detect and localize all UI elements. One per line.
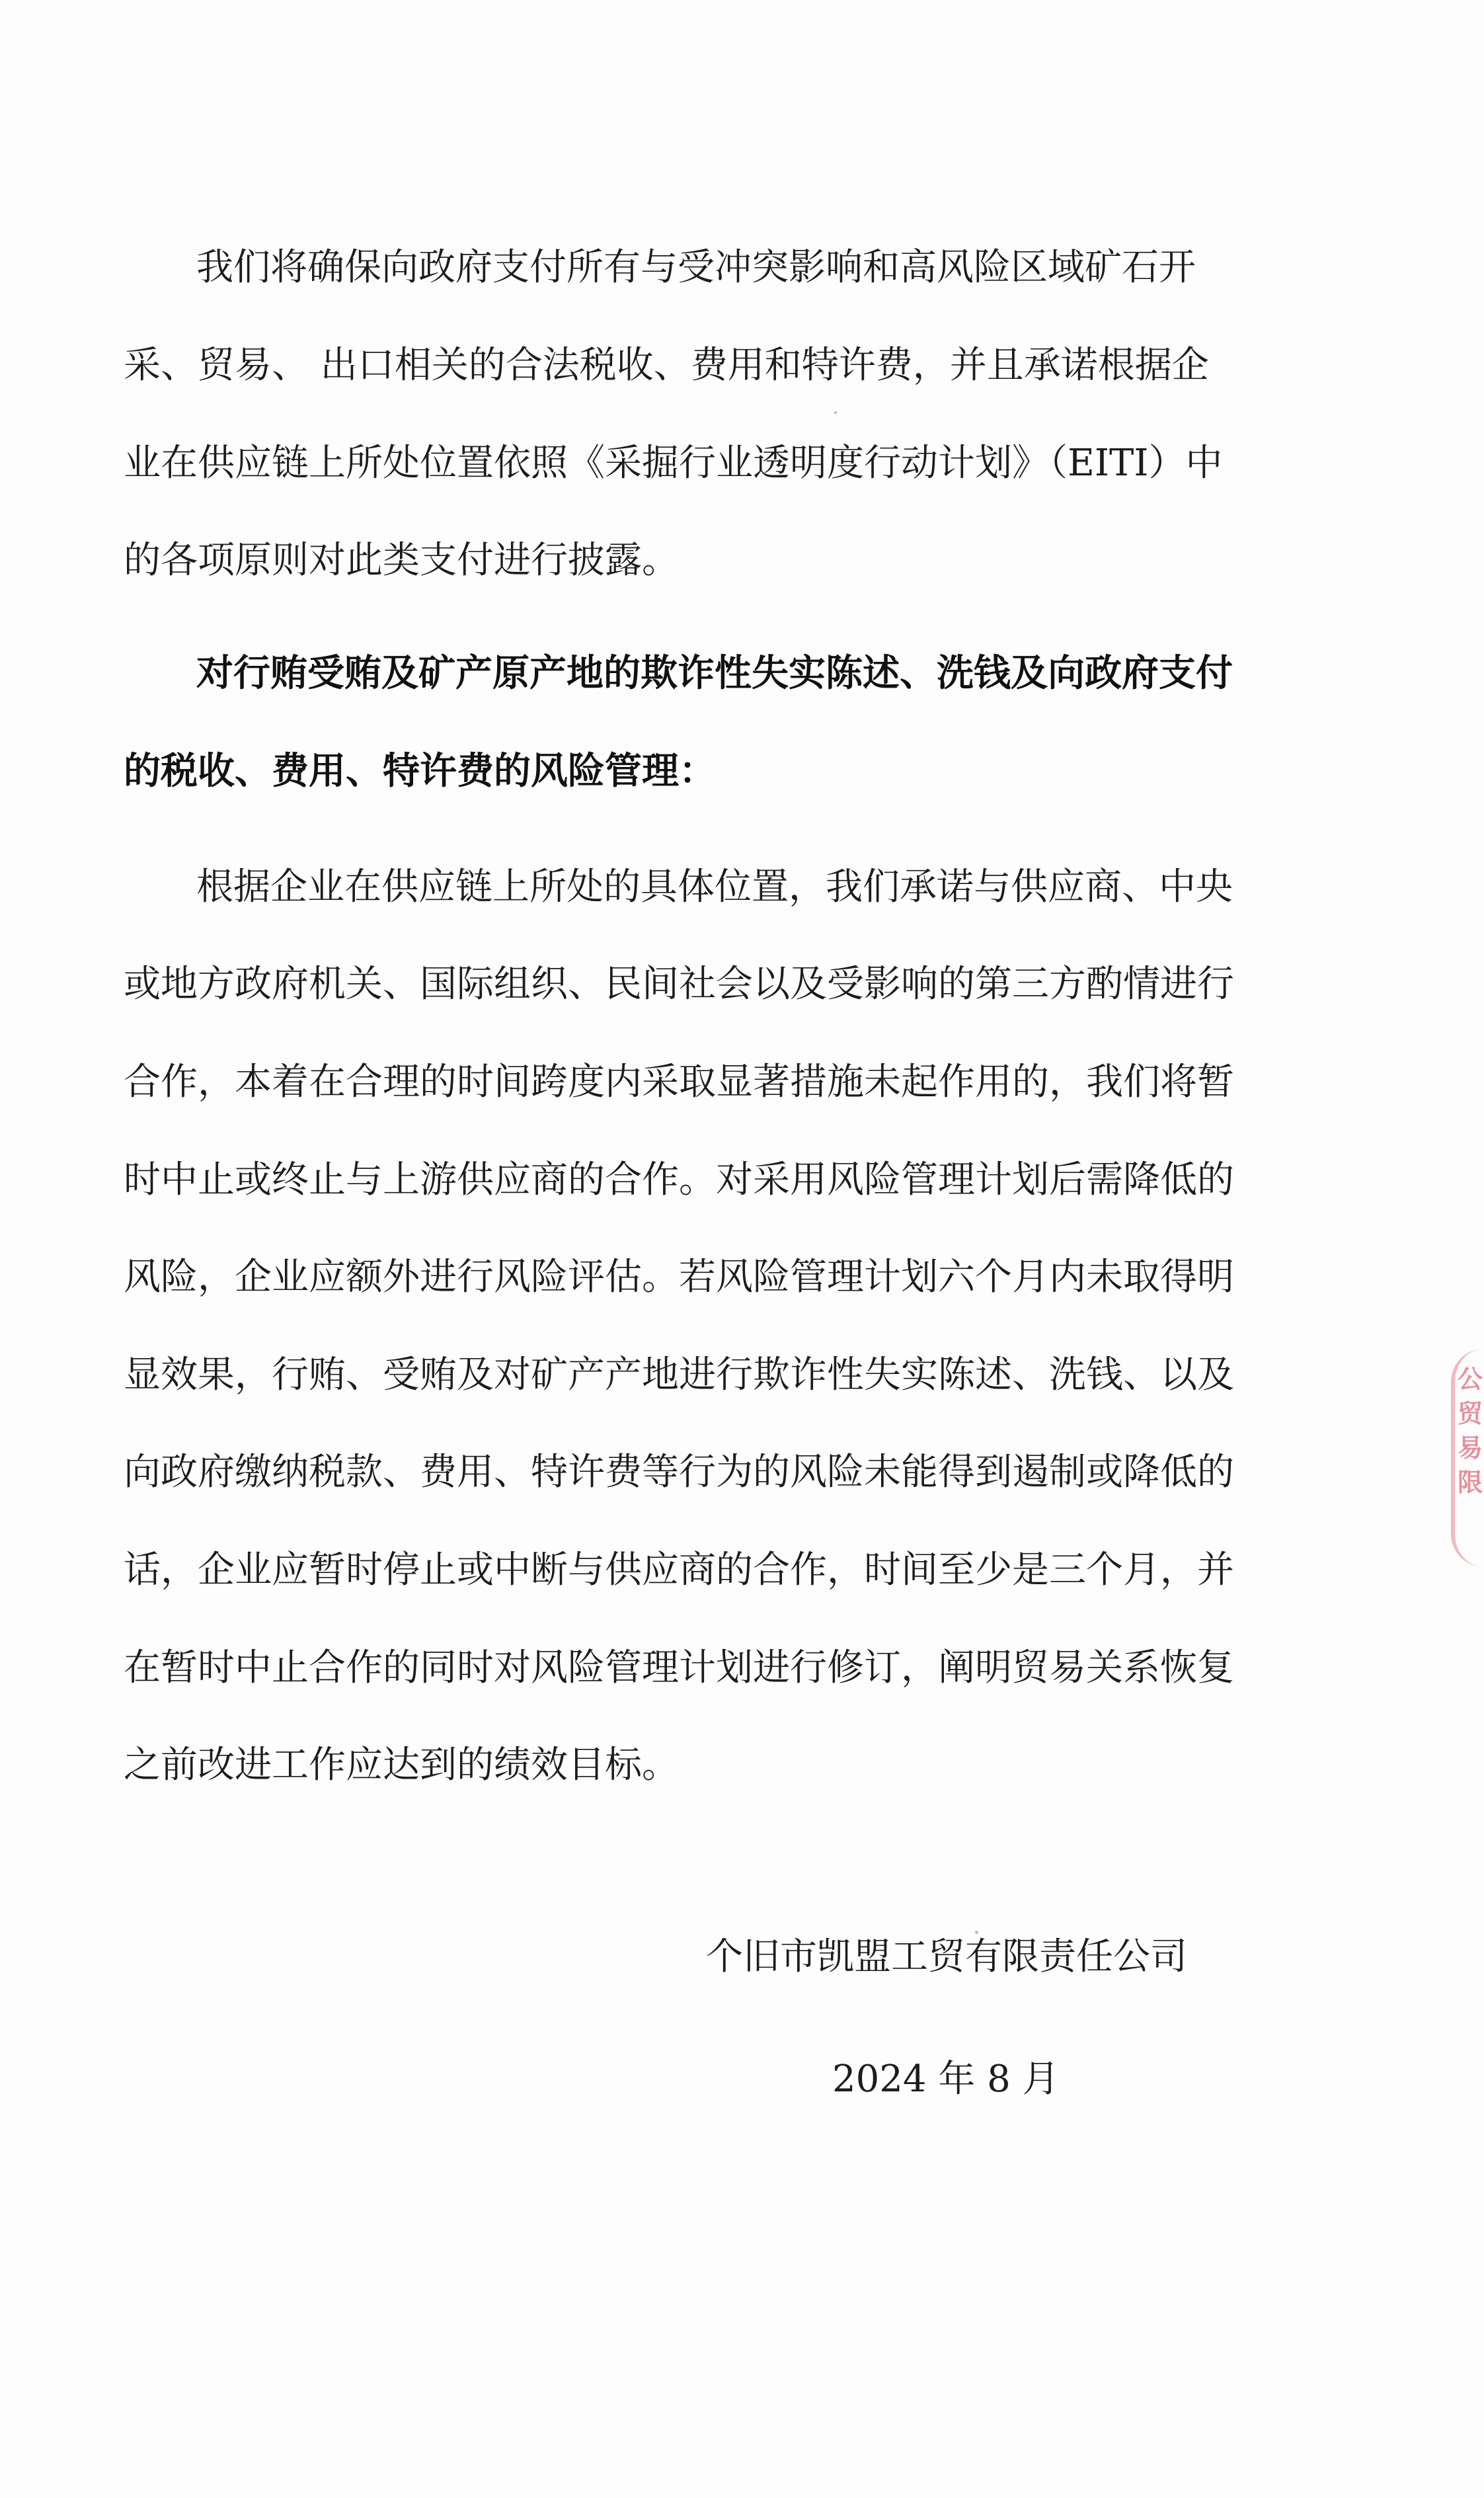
paragraph-2-line-3: 合作，本着在合理的时间跨度内采取显著措施未起作用的，我们将暂 xyxy=(124,1061,1234,1104)
paragraph-2-line-4: 时中止或终止与上游供应商的合作。对采用风险管理计划后需降低的 xyxy=(124,1158,1234,1201)
paragraph-2-line-5: 风险，企业应额外进行风险评估。若风险管理计划六个月内未取得明 xyxy=(124,1256,1234,1299)
paragraph-1-line-4: 的各项原则对此类支付进行披露。 xyxy=(124,539,679,582)
section-heading-line-1: 对行贿受贿及矿产原产地的欺诈性失实陈述、洗钱及向政府支付 xyxy=(196,652,1233,695)
paragraph-2-line-9: 在暂时中止合作的同时对风险管理计划进行修订，阐明贸易关系恢复 xyxy=(124,1646,1234,1689)
paragraph-1-line-1: 我们将确保向政府支付所有与受冲突影响和高风险区域矿石开 xyxy=(196,246,1196,289)
paragraph-2-line-2: 或地方政府机关、国际组织、民间社会以及受影响的第三方酌情进行 xyxy=(124,963,1234,1006)
paragraph-1-line-2: 采、贸易、 出口相关的合法税收、费用和特许费，并且承诺根据企 xyxy=(124,344,1209,387)
paragraph-1-line-3: 业在供应链上所处位置依照《采掘行业透明度行动计划》（EITI）中 xyxy=(124,442,1223,485)
paragraph-2-line-10: 之前改进工作应达到的绩效目标。 xyxy=(124,1744,679,1787)
paragraph-2-line-6: 显效果，行贿、受贿及对矿产产地进行欺诈性失实陈述、洗钱、以及 xyxy=(124,1353,1234,1396)
document-date: 2024 年 8 月 xyxy=(832,2058,1060,2101)
company-seal xyxy=(1451,1349,1484,1567)
scan-speck xyxy=(834,411,837,414)
scan-speck xyxy=(975,1931,978,1934)
seal-text: 公贸易限 xyxy=(1458,1365,1483,1497)
paragraph-2-line-1: 根据企业在供应链上所处的具体位置，我们承诺与供应商、中央 xyxy=(196,866,1233,908)
paragraph-2-line-8: 话，企业应暂时停止或中断与供应商的合作，时间至少是三个月，并 xyxy=(124,1549,1234,1591)
company-name: 个旧市凯盟工贸有限责任公司 xyxy=(706,1935,1187,1978)
paragraph-2-line-7: 向政府缴纳税款、费用、特许费等行为的风险未能得到遏制或降低的 xyxy=(124,1451,1234,1494)
section-heading-line-2: 的税收、费用、特许费的风险管理： xyxy=(124,750,716,793)
